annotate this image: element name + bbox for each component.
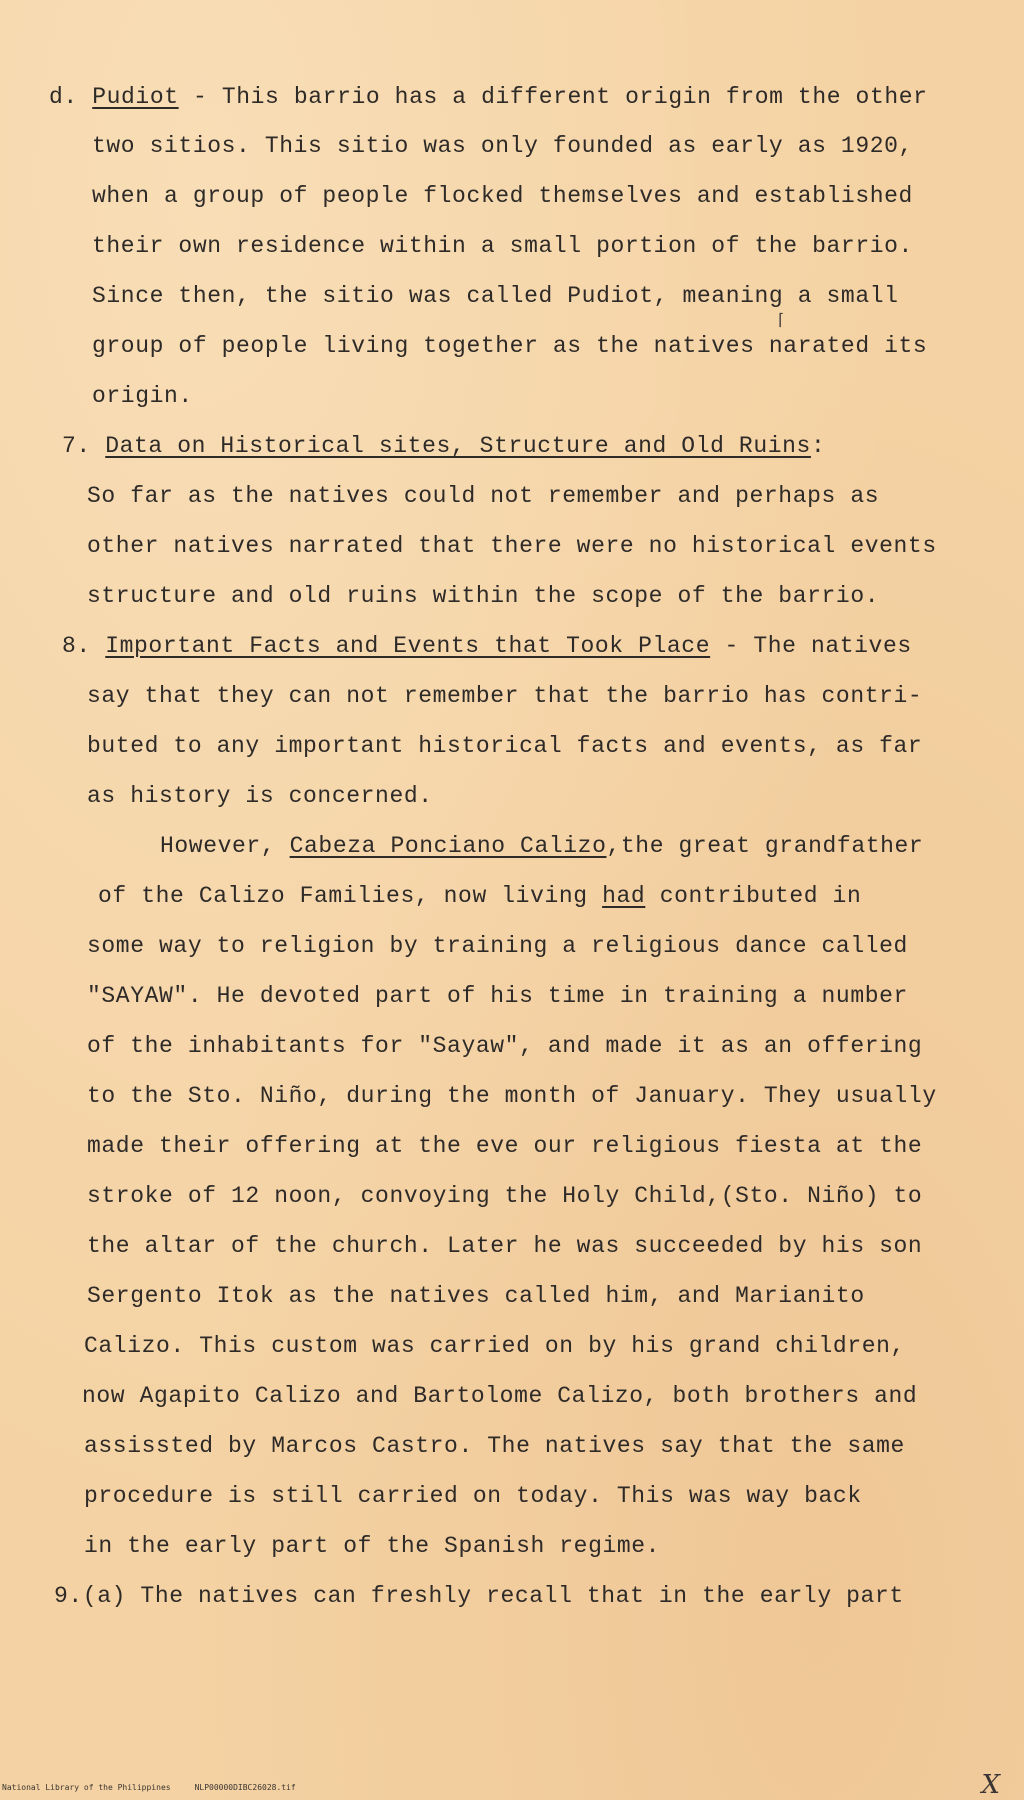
underlined-text: had xyxy=(602,883,646,909)
text-line xyxy=(92,381,193,411)
text-segment: However, xyxy=(160,833,290,859)
text-line xyxy=(92,231,913,261)
text-line xyxy=(84,1481,862,1511)
text-line xyxy=(87,981,908,1011)
text-line xyxy=(84,1431,905,1461)
text-segment: d. xyxy=(49,84,93,110)
text-line xyxy=(87,581,879,611)
underlined-text: Important Facts and Events that Took Place xyxy=(105,633,711,659)
text-line xyxy=(87,731,922,761)
text-segment: of the inhabitants for "Sayaw", and made it as an offering xyxy=(87,1033,923,1059)
text-segment: in the early part of the Spanish regime. xyxy=(84,1533,661,1559)
text-segment: procedure is still carried on today. This was way back xyxy=(84,1483,862,1509)
text-segment: origin. xyxy=(92,383,193,409)
text-line xyxy=(87,1031,922,1061)
text-segment: - This barrio has a different origin from the other xyxy=(178,84,928,110)
underlined-text: Pudiot xyxy=(92,84,179,110)
text-segment: made their offering at the eve our religious fiesta at the xyxy=(87,1133,923,1159)
text-line xyxy=(87,931,908,961)
text-line xyxy=(87,481,879,511)
text-segment: as history is concerned. xyxy=(87,783,433,809)
text-segment: now Agapito Calizo and Bartolome Calizo, both brothers and xyxy=(82,1383,918,1409)
text-line xyxy=(160,831,923,861)
text-line xyxy=(87,1231,922,1261)
text-segment: ,the great grandfather xyxy=(606,833,924,859)
text-segment: contributed in xyxy=(645,883,862,909)
text-segment: 8. xyxy=(62,633,106,659)
footer xyxy=(2,1783,320,1792)
text-segment: some way to religion by training a religious dance called xyxy=(87,933,908,959)
text-segment: Sergento Itok as the natives called him, and Marianito xyxy=(87,1283,865,1309)
text-segment: two sitios. This sitio was only founded as early as 1920, xyxy=(92,133,913,159)
text-segment: : xyxy=(810,433,826,459)
text-segment: say that they can not remember that the barrio has contri- xyxy=(87,683,923,709)
text-line xyxy=(49,82,928,112)
underlined-text: Cabeza Ponciano Calizo xyxy=(289,833,607,859)
text-segment: to the Sto. Niño, during the month of January. They usually xyxy=(87,1083,937,1109)
text-line xyxy=(82,1381,917,1411)
text-line xyxy=(54,1581,904,1611)
text-segment: their own residence within a small portion of the barrio. xyxy=(92,233,913,259)
text-segment: - The natives xyxy=(710,633,912,659)
text-segment: buted to any important historical facts and events, as far xyxy=(87,733,923,759)
text-segment: of the Calizo Families, now living xyxy=(98,883,603,909)
text-line xyxy=(87,1131,922,1161)
text-segment: So far as the natives could not remember and perhaps as xyxy=(87,483,880,509)
text-segment: Calizo. This custom was carried on by his grand children, xyxy=(84,1333,905,1359)
text-segment: when a group of people flocked themselves and established xyxy=(92,183,913,209)
text-line xyxy=(92,281,899,311)
text-line xyxy=(87,531,937,561)
underlined-text: Data on Historical sites, Structure and Old Ruins xyxy=(105,433,811,459)
text-line xyxy=(98,881,861,911)
text-line xyxy=(87,1281,865,1311)
text-line xyxy=(87,1181,922,1211)
footer-file-name: NLP00000DIBC26028.tif xyxy=(194,1783,296,1792)
text-segment: 9.(a) The natives can freshly recall that in the early part xyxy=(54,1583,904,1609)
text-line xyxy=(92,331,927,361)
text-segment: "SAYAW". He devoted part of his time in training a number xyxy=(87,983,908,1009)
text-segment: stroke of 12 noon, convoying the Holy Child,(Sto. Niño) to xyxy=(87,1183,923,1209)
text-line xyxy=(62,431,825,461)
text-line xyxy=(87,1081,937,1111)
text-line xyxy=(87,781,433,811)
text-line xyxy=(84,1531,660,1561)
text-line xyxy=(92,131,913,161)
text-segment: structure and old ruins within the scope of the barrio. xyxy=(87,583,880,609)
text-segment: the altar of the church. Later he was succeeded by his son xyxy=(87,1233,923,1259)
text-line xyxy=(62,631,912,661)
text-segment: group of people living together as the natives narated its xyxy=(92,333,928,359)
text-segment: other natives narrated that there were no historical events xyxy=(87,533,937,559)
text-segment: Since then, the sitio was called Pudiot, meaning a small xyxy=(92,283,899,309)
handwritten-insertion-mark: ⌈ xyxy=(778,310,785,329)
footer-library-name: National Library of the Philippines xyxy=(2,1783,171,1792)
text-line xyxy=(87,681,922,711)
text-segment: assissted by Marcos Castro. The natives say that the same xyxy=(84,1433,905,1459)
text-segment: 7. xyxy=(62,433,106,459)
text-line xyxy=(92,181,913,211)
text-line xyxy=(84,1331,905,1361)
handwritten-page-mark: X xyxy=(981,1770,1000,1800)
